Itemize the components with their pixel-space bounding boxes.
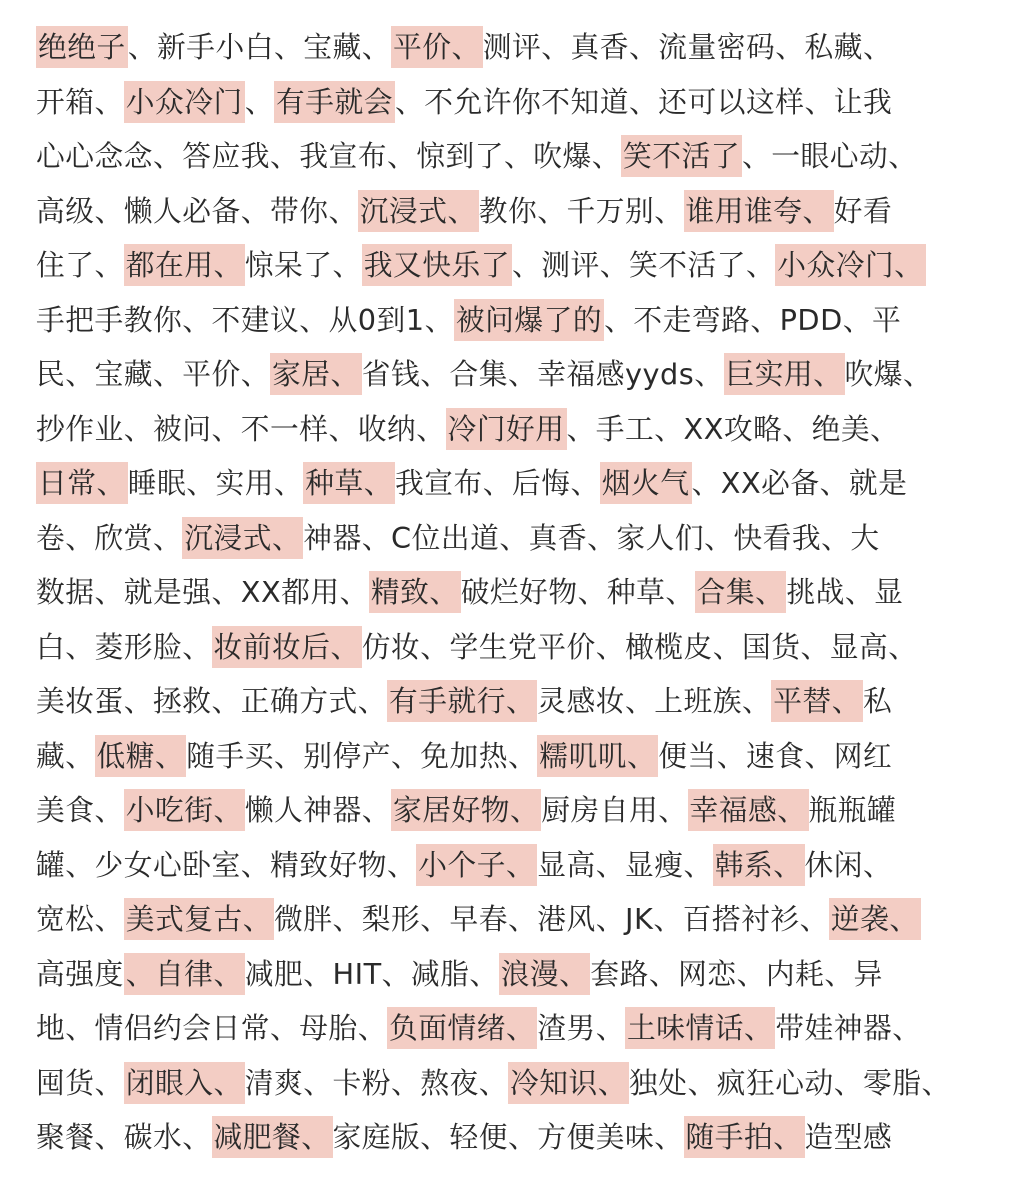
text-line [36, 129, 996, 184]
plain-text: 独处、疯狂心动、零脂、 [629, 1065, 951, 1100]
plain-text: 神器、C位出道、真香、家人们、快看我、大 [303, 520, 880, 555]
plain-text: 高级、懒人必备、带你、 [36, 193, 358, 228]
highlighted-keyword: 家居好物、 [391, 789, 541, 831]
highlighted-keyword: 有手就会 [274, 81, 395, 123]
plain-text: 住了、 [36, 248, 124, 282]
highlighted-keyword: 精致、 [369, 571, 461, 613]
highlighted-keyword: 日常、 [36, 462, 128, 504]
plain-text: 私 [863, 684, 893, 718]
plain-text: 藏、 [36, 738, 95, 773]
text-line [36, 293, 996, 348]
text-line [36, 347, 996, 402]
plain-text: 减肥、HIT、减脂、 [244, 956, 499, 991]
plain-text: 显高、显瘦、 [537, 847, 713, 882]
plain-text: 高强度 [36, 956, 124, 991]
plain-text: 囤货、 [36, 1065, 124, 1100]
plain-text: 卷、欣赏、 [36, 520, 183, 555]
plain-text: 、手工、XX攻略、绝美、 [566, 411, 900, 446]
plain-text: 美妆蛋、拯救、正确方式、 [36, 684, 387, 718]
highlighted-keyword: 种草、 [303, 462, 395, 504]
text-line [36, 674, 996, 729]
plain-text: 宽松、 [36, 902, 124, 936]
highlighted-keyword: 土味情话、 [625, 1007, 775, 1049]
highlighted-keyword: 烟火气 [600, 462, 692, 504]
highlighted-keyword: 低糖、 [95, 735, 187, 777]
highlighted-keyword: 减肥餐、 [212, 1116, 333, 1158]
plain-text: 仿妆、学生党平价、橄榄皮、国货、显高、 [361, 629, 918, 664]
plain-text: 、新手小白、宝藏、 [127, 30, 391, 64]
text-line [36, 565, 996, 620]
plain-text: 破烂好物、种草、 [460, 575, 695, 609]
plain-text: 罐、少女心卧室、精致好物、 [36, 847, 417, 882]
plain-text: 厨房自用、 [541, 793, 688, 827]
plain-text: 民、宝藏、平价、 [36, 357, 270, 391]
highlighted-keyword: 小众冷门、 [775, 244, 925, 286]
plain-text: 、一眼心动、 [742, 139, 918, 173]
plain-text: 休闲、 [804, 847, 893, 882]
plain-text: 、不允许你不知道、还可以这样、让我 [395, 84, 893, 119]
highlighted-keyword: 逆袭、 [829, 898, 921, 940]
plain-text: 数据、就是强、XX都用、 [36, 575, 369, 609]
highlighted-keyword: 、自律、 [124, 953, 245, 995]
highlighted-keyword: 谁用谁夸、 [684, 190, 834, 232]
highlighted-keyword: 浪漫、 [499, 953, 591, 995]
text-line [36, 1110, 996, 1165]
plain-text: 抄作业、被问、不一样、收纳、 [36, 411, 446, 446]
highlighted-keyword: 绝绝子 [36, 26, 128, 68]
highlighted-keyword: 我又快乐了 [362, 244, 512, 286]
plain-text: 手把手教你、不建议、从0到1、 [36, 302, 454, 337]
plain-text: 吹爆、 [844, 357, 933, 391]
highlighted-keyword: 小吃街、 [124, 789, 245, 831]
plain-text: 套路、网恋、内耗、异 [590, 956, 883, 991]
plain-text: 惊呆了、 [244, 248, 362, 282]
highlighted-keyword: 闭眼入、 [124, 1062, 245, 1104]
plain-text: 、 [244, 84, 274, 119]
text-line [36, 184, 996, 239]
highlighted-keyword: 妆前妆后、 [212, 626, 362, 668]
text-line [36, 75, 996, 130]
plain-text: 省钱、合集、幸福感yyds、 [361, 357, 724, 391]
plain-text: 美食、 [36, 793, 124, 827]
text-line [36, 838, 996, 893]
text-line [36, 1056, 996, 1111]
plain-text: 好看 [833, 193, 893, 228]
text-line [36, 1001, 996, 1056]
highlighted-keyword: 韩系、 [713, 844, 805, 886]
plain-text: 便当、速食、网红 [658, 738, 893, 773]
highlighted-keyword: 幸福感、 [688, 789, 809, 831]
plain-text: 渣男、 [537, 1011, 625, 1045]
plain-text: 瓶瓶罐 [808, 793, 897, 827]
highlighted-keyword: 小个子、 [416, 844, 537, 886]
plain-text: 、XX必备、就是 [691, 466, 908, 500]
plain-text: 心心念念、答应我、我宣布、惊到了、吹爆、 [36, 139, 621, 173]
highlighted-keyword: 沉浸式、 [182, 517, 303, 559]
highlighted-keyword: 平价、 [391, 26, 483, 68]
plain-text: 开箱、 [36, 84, 124, 119]
plain-text: 造型感 [804, 1120, 893, 1154]
highlighted-keyword: 合集、 [695, 571, 787, 613]
highlighted-keyword: 冷知识、 [508, 1062, 629, 1104]
highlighted-keyword: 有手就行、 [387, 680, 537, 722]
plain-text: 挑战、显 [786, 575, 904, 609]
plain-text: 懒人神器、 [244, 793, 391, 827]
plain-text: 地、情侣约会日常、母胎、 [36, 1011, 387, 1045]
highlighted-keyword: 糯叽叽、 [537, 735, 658, 777]
highlighted-keyword: 随手拍、 [684, 1116, 805, 1158]
text-line [36, 20, 996, 75]
highlighted-keyword: 冷门好用 [446, 408, 567, 450]
text-line [36, 456, 996, 511]
plain-text: 我宣布、后悔、 [395, 466, 600, 500]
highlighted-keyword: 笑不活了 [621, 135, 742, 177]
highlighted-keyword: 美式复古、 [124, 898, 274, 940]
plain-text: 测评、真香、流量密码、私藏、 [482, 30, 893, 64]
highlighted-keyword: 负面情绪、 [387, 1007, 537, 1049]
text-line [36, 620, 996, 675]
plain-text: 白、菱形脸、 [36, 629, 212, 664]
plain-text: 微胖、梨形、早春、港风、JK、百搭衬衫、 [274, 902, 829, 936]
highlighted-keyword: 被问爆了的 [454, 299, 604, 341]
highlighted-keyword: 平替、 [771, 680, 863, 722]
plain-text: 清爽、卡粉、熬夜、 [244, 1065, 508, 1100]
text-line [36, 402, 996, 457]
highlighted-keyword: 巨实用、 [724, 353, 845, 395]
text-line [36, 729, 996, 784]
highlighted-keyword: 沉浸式、 [358, 190, 479, 232]
plain-text: 聚餐、碳水、 [36, 1120, 212, 1154]
plain-text: 带娃神器、 [775, 1011, 922, 1045]
text-line [36, 511, 996, 566]
text-line [36, 947, 996, 1002]
plain-text: 家庭版、轻便、方便美味、 [332, 1120, 684, 1154]
keyword-text-block [36, 20, 996, 1165]
plain-text: 、不走弯路、PDD、平 [604, 302, 902, 337]
plain-text: 、测评、笑不活了、 [512, 248, 776, 282]
plain-text: 教你、千万别、 [478, 193, 684, 228]
text-line [36, 238, 996, 293]
highlighted-keyword: 小众冷门 [124, 81, 245, 123]
plain-text: 睡眠、实用、 [127, 466, 304, 500]
plain-text: 灵感妆、上班族、 [537, 684, 772, 718]
plain-text: 随手买、别停产、免加热、 [186, 738, 538, 773]
highlighted-keyword: 都在用、 [124, 244, 245, 286]
text-line [36, 783, 996, 838]
highlighted-keyword: 家居、 [270, 353, 362, 395]
text-line [36, 892, 996, 947]
